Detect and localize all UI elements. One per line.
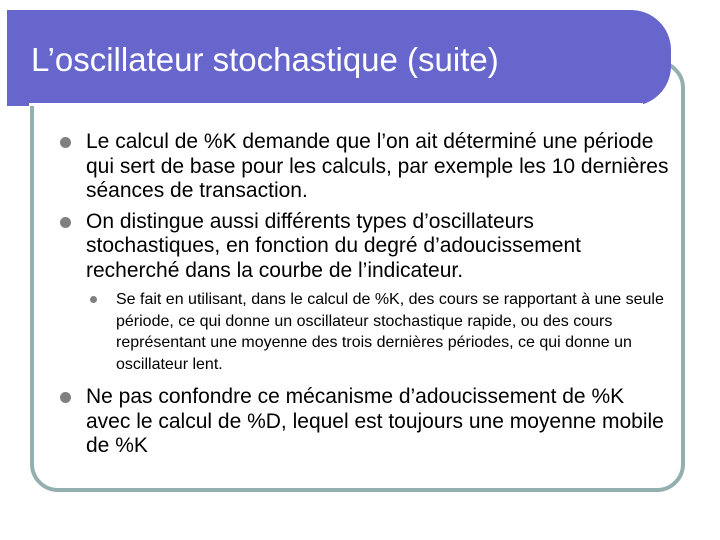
bullet-dot-icon (60, 217, 71, 228)
slide-content (60, 130, 670, 465)
bullet-text: Ne pas confondre ce mécanisme d’adoucissement de %K avec le calcul de %D, lequel est toujours une moyenne mobile de %K (86, 385, 664, 457)
sub-bullet-item (90, 289, 690, 375)
bullet-dot-icon (60, 137, 71, 148)
slide-title: L’oscillateur stochastique (suite) (31, 41, 499, 78)
title-underline (29, 103, 643, 106)
title-banner (7, 10, 671, 106)
sub-bullet-text: Se fait en utilisant, dans le calcul de %K, des cours se rapportant à une seule période, ce qui donne un oscillateur stochastique rapide, ou des cours représentant une moyenne des trois dernières périodes, ce qui donne un oscillateur lent. (116, 291, 664, 373)
bullet-item (60, 130, 670, 204)
bullet-item (60, 210, 670, 284)
bullet-item (60, 385, 670, 459)
bullet-dot-icon (60, 392, 71, 403)
bullet-dot-icon (90, 296, 97, 303)
bullet-text: Le calcul de %K demande que l’on ait déterminé une période qui sert de base pour les calculs, par exemple les 10 dernières séances de transaction. (86, 130, 669, 202)
bullet-text: On distingue aussi différents types d’oscillateurs stochastiques, en fonction du degré d’adoucissement recherché dans la courbe de l’indicateur. (86, 209, 581, 282)
